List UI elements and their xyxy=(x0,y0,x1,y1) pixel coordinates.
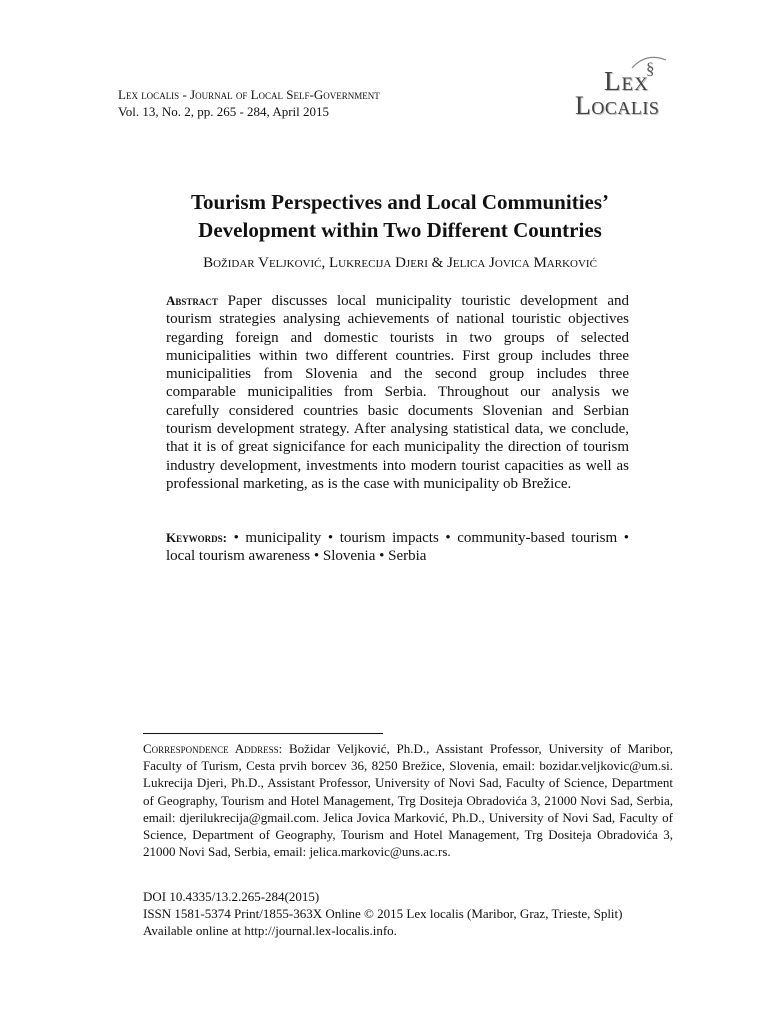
logo-lex-text: Lex xyxy=(604,66,649,96)
publication-footer xyxy=(143,888,703,939)
online-line: Available online at http://journal.lex-localis.info. xyxy=(143,923,397,938)
keywords-text: • municipality • tourism impacts • community-based tourism • local tourism awareness • Slovenia • Serbia xyxy=(166,530,629,565)
lex-localis-logo xyxy=(574,50,678,126)
journal-volume: Vol. 13, No. 2, pp. 265 - 284, April 2015 xyxy=(118,104,330,119)
paper-title xyxy=(100,188,700,244)
correspondence-section xyxy=(143,740,673,860)
abstract-label: Abstract xyxy=(166,293,218,308)
correspondence-text: Božidar Veljković, Ph.D., Assistant Professor, University of Maribor, Faculty of Turism, Cesta prvih borcev 36, 8250 Brežice, Slovenia, email: bozidar.veljkovic@um.si. Lukrecija Djeri, Ph.D., Assistant Professor, University of Novi Sad, Faculty of Science, Department of Geography, Tourism and Hotel Management, Trg Dositeja Obradovića 3, 21000 Novi Sad, Serbia, email: djerilukrecija@gmail.com. Jelica Jovica Marković, Ph.D., University of Novi Sad, Faculty of Science, Department of Geography, Tourism and Hotel Management, Trg Dositeja Obradovića 3, 21000 Novi Sad, Serbia, email: jelica.markovic@uns.ac.rs. xyxy=(143,741,673,860)
abstract-section xyxy=(166,292,629,493)
paper-authors: Božidar Veljković, Lukrecija Djeri & Jelica Jovica Marković xyxy=(203,255,597,271)
issn-line: ISSN 1581-5374 Print/1855-363X Online © 2015 Lex localis (Maribor, Graz, Trieste, Split) xyxy=(143,906,623,921)
keywords-section xyxy=(166,529,629,566)
journal-name: Lex localis - Journal of Local Self-Government xyxy=(118,87,380,102)
journal-header xyxy=(118,86,380,120)
doi-line: DOI 10.4335/13.2.265-284(2015) xyxy=(143,889,320,904)
logo-localis-text: Localis xyxy=(575,91,660,120)
section-symbol-icon: § xyxy=(646,59,655,78)
title-line-2: Development within Two Different Countries xyxy=(198,218,602,242)
title-line-1: Tourism Perspectives and Local Communities’ xyxy=(190,190,610,214)
footnote-divider xyxy=(143,733,383,734)
keywords-label: Keywords: xyxy=(166,530,227,545)
correspondence-label: Correspondence Address: xyxy=(143,741,283,756)
abstract-text: Paper discusses local municipality touristic development and tourism strategies analysing achievements of national touristic objectives regarding foreign and domestic tourists in two groups of selected municipalities within two different countries. First group includes three municipalities from Slovenia and the second group includes three comparable municipalities from Serbia. Throughout our analysis we carefully considered countries basic documents Slovenian and Serbian tourism development strategy. After analysing statistical data, we conclude, that it is of great signicifance for each municipality the direction of tourism industry development, investments into modern tourist capacities as well as professional marketing, as is the case with municipality ob Brežice. xyxy=(166,293,630,492)
